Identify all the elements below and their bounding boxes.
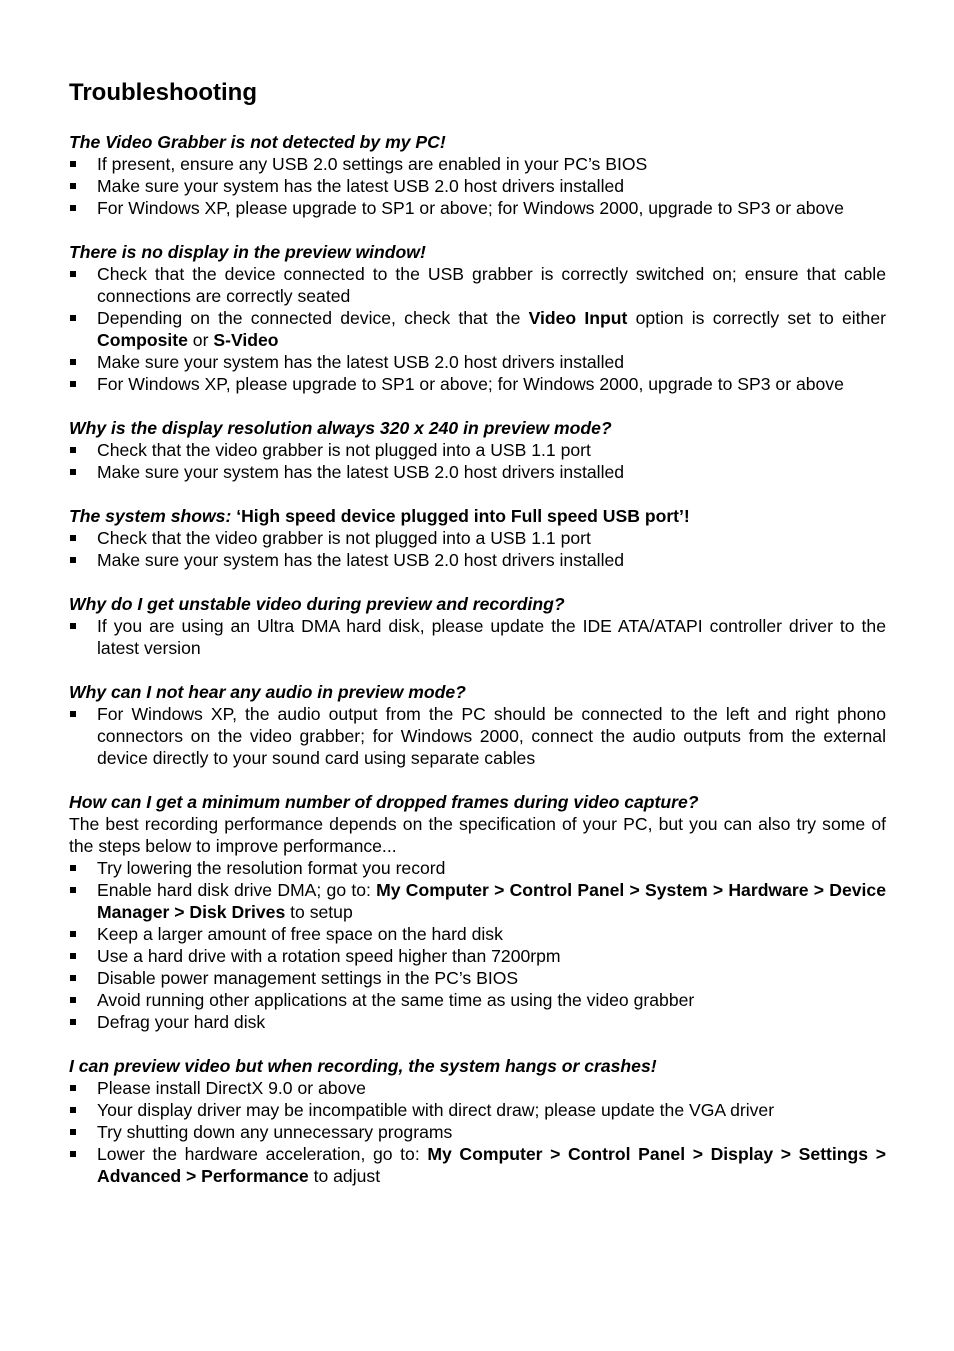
answer-list [69,527,886,571]
square-bullet-icon [70,1107,76,1113]
list-item: Defrag your hard disk [69,1011,886,1033]
faq-section [69,791,886,1033]
square-bullet-icon [70,887,76,893]
faq-question: Why can I not hear any audio in preview mode? [69,682,466,702]
answer-list [69,1077,886,1187]
faq-section [69,131,886,219]
square-bullet-icon [70,447,76,453]
faq-question: The system shows: ‘High speed device plugged into Full speed USB port’! [69,506,690,526]
list-item: Keep a larger amount of free space on the hard disk [69,923,886,945]
page-title: Troubleshooting [69,79,257,106]
square-bullet-icon [70,975,76,981]
answer-list [69,703,886,769]
faq-section [69,241,886,395]
list-item: Your display driver may be incompatible with direct draw; please update the VGA driver [69,1099,886,1121]
answer-list [69,263,886,395]
faq-question: I can preview video but when recording, the system hangs or crashes! [69,1056,657,1076]
square-bullet-icon [70,381,76,387]
list-item: Lower the hardware acceleration, go to: My Computer > Control Panel > Display > Settings > Advanced > Performance to adjust [69,1143,886,1187]
square-bullet-icon [70,865,76,871]
faq-section [69,681,886,769]
faq-question: How can I get a minimum number of dropped frames during video capture? [69,792,699,812]
list-item: Make sure your system has the latest USB 2.0 host drivers installed [69,549,886,571]
square-bullet-icon [70,271,76,277]
document-page [69,76,886,1209]
list-item: Check that the device connected to the USB grabber is correctly switched on; ensure that cable connections are correctly seated [69,263,886,307]
square-bullet-icon [70,535,76,541]
square-bullet-icon [70,359,76,365]
list-item: Make sure your system has the latest USB 2.0 host drivers installed [69,351,886,373]
square-bullet-icon [70,711,76,717]
faq-section [69,417,886,483]
square-bullet-icon [70,161,76,167]
list-item: For Windows XP, the audio output from the PC should be connected to the left and right phono connectors on the video grabber; for Windows 2000, connect the audio outputs from the external device directly to your sound card using separate cables [69,703,886,769]
faq-section [69,505,886,571]
answer-list [69,615,886,659]
square-bullet-icon [70,997,76,1003]
square-bullet-icon [70,1151,76,1157]
list-item: Make sure your system has the latest USB 2.0 host drivers installed [69,175,886,197]
section-intro: The best recording performance depends on the specification of your PC, but you can also try some of the steps below to improve performance... [69,814,886,856]
list-item: Use a hard drive with a rotation speed higher than 7200rpm [69,945,886,967]
faq-question: Why is the display resolution always 320 x 240 in preview mode? [69,418,612,438]
square-bullet-icon [70,205,76,211]
square-bullet-icon [70,953,76,959]
square-bullet-icon [70,623,76,629]
list-item: If present, ensure any USB 2.0 settings are enabled in your PC’s BIOS [69,153,886,175]
list-item: Try lowering the resolution format you record [69,857,886,879]
answer-list [69,439,886,483]
answer-list [69,857,886,1033]
faq-question: Why do I get unstable video during preview and recording? [69,594,565,614]
list-item: Enable hard disk drive DMA; go to: My Computer > Control Panel > System > Hardware > Device Manager > Disk Drives to setup [69,879,886,923]
faq-section [69,1055,886,1187]
square-bullet-icon [70,557,76,563]
square-bullet-icon [70,1085,76,1091]
square-bullet-icon [70,1129,76,1135]
faq-section [69,593,886,659]
faq-question: The Video Grabber is not detected by my PC! [69,132,446,152]
list-item: Avoid running other applications at the same time as using the video grabber [69,989,886,1011]
square-bullet-icon [70,315,76,321]
list-item: If you are using an Ultra DMA hard disk, please update the IDE ATA/ATAPI controller driver to the latest version [69,615,886,659]
square-bullet-icon [70,931,76,937]
list-item: Try shutting down any unnecessary programs [69,1121,886,1143]
list-item: For Windows XP, please upgrade to SP1 or above; for Windows 2000, upgrade to SP3 or above [69,373,886,395]
list-item: Check that the video grabber is not plugged into a USB 1.1 port [69,439,886,461]
faq-question: There is no display in the preview window! [69,242,426,262]
square-bullet-icon [70,469,76,475]
list-item: Depending on the connected device, check that the Video Input option is correctly set to either Composite or S-Video [69,307,886,351]
answer-list [69,153,886,219]
square-bullet-icon [70,1019,76,1025]
list-item: Make sure your system has the latest USB 2.0 host drivers installed [69,461,886,483]
square-bullet-icon [70,183,76,189]
list-item: Disable power management settings in the PC’s BIOS [69,967,886,989]
list-item: For Windows XP, please upgrade to SP1 or above; for Windows 2000, upgrade to SP3 or above [69,197,886,219]
list-item: Check that the video grabber is not plugged into a USB 1.1 port [69,527,886,549]
list-item: Please install DirectX 9.0 or above [69,1077,886,1099]
